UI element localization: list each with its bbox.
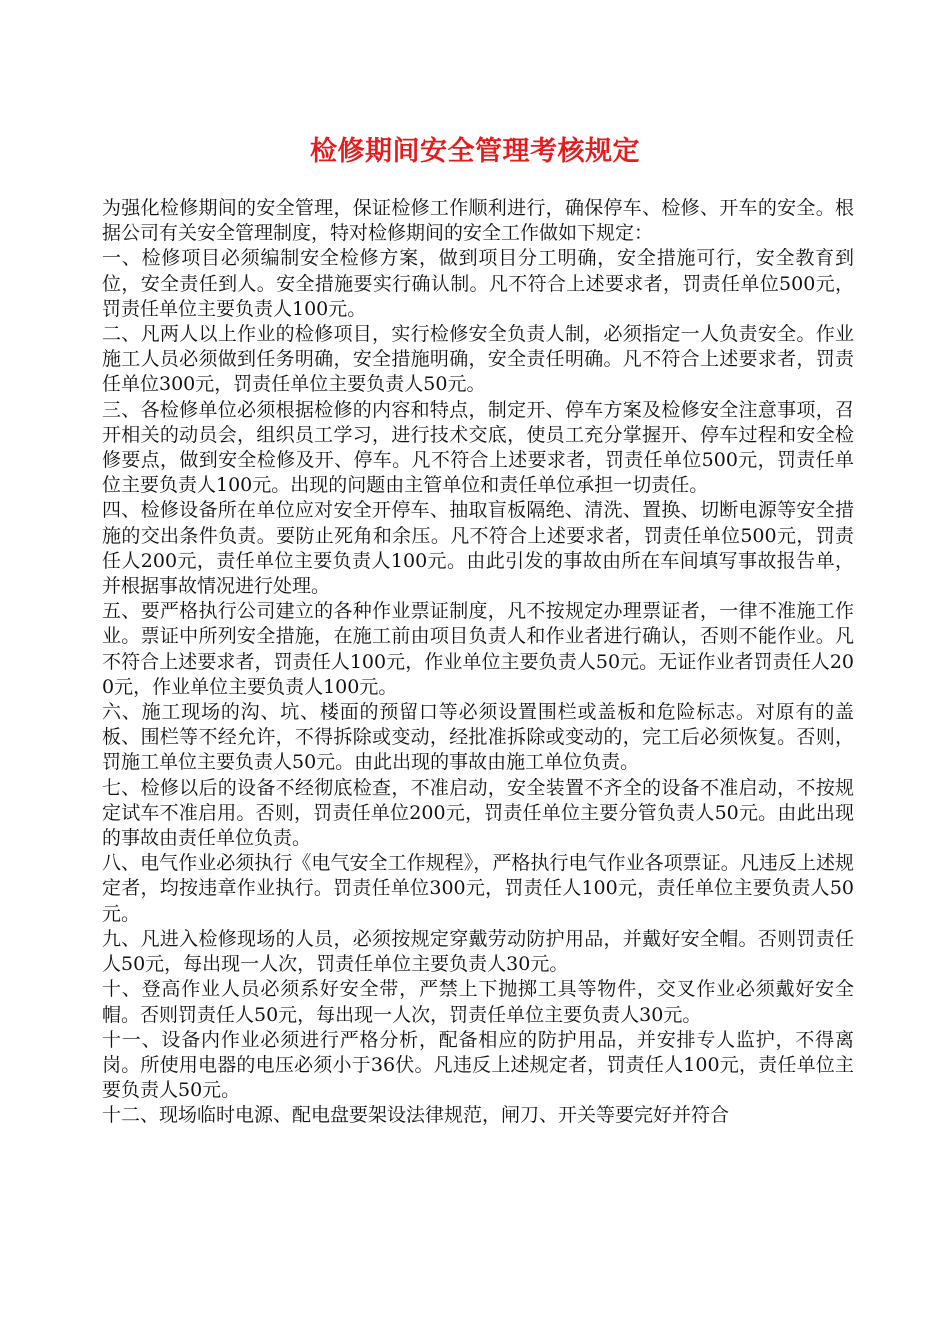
paragraph-item-9: 九、凡进入检修现场的人员，必须按规定穿戴劳动防护用品，并戴好安全帽。否则罚责任人50元，每出现一人次，罚责任单位主要负责人30元。 (102, 927, 854, 976)
paragraph-item-4: 四、检修设备所在单位应对安全开停车、抽取盲板隔绝、清洗、置换、切断电源等安全措施的交出条件负责。要防止死角和余压。凡不符合上述要求者，罚责任单位500元，罚责任人200元，责任单位主要负责人100元。由此引发的事故由所在车间填写事故报告单，并根据事故情况进行处理。 (102, 499, 854, 598)
paragraph-item-2: 二、凡两人以上作业的检修项目，实行检修安全负责人制，必须指定一人负责安全。作业施工人员必须做到任务明确，安全措施明确，安全责任明确。凡不符合上述要求者，罚责任单位300元，罚责任单位主要负责人50元。 (102, 323, 854, 396)
paragraph-item-3: 三、各检修单位必须根据检修的内容和特点，制定开、停车方案及检修安全注意事项，召开相关的动员会，组织员工学习，进行技术交底，使员工充分掌握开、停车过程和安全检修要点，做到安全检修及开、停车。凡不符合上述要求者，罚责任单位500元，罚责任单位主要负责人100元。出现的问题由主管单位和责任单位承担一切责任。 (102, 398, 854, 497)
paragraph-item-8: 八、电气作业必须执行《电气安全工作规程》，严格执行电气作业各项票证。凡违反上述规定者，均按违章作业执行。罚责任单位300元，罚责任人100元，责任单位主要负责人50元。 (102, 852, 854, 925)
paragraph-item-12: 十二、现场临时电源、配电盘要架设法律规范，闸刀、开关等要完好并符合 (102, 1104, 730, 1127)
document-body (102, 196, 854, 1129)
paragraph-item-1: 一、检修项目必须编制安全检修方案，做到项目分工明确，安全措施可行，安全教育到位，安全责任到人。安全措施要实行确认制。凡不符合上述要求者，罚责任单位500元，罚责任单位主要负责人100元。 (102, 247, 854, 320)
paragraph-intro: 为强化检修期间的安全管理，保证检修工作顺利进行，确保停车、检修、开车的安全。根据公司有关安全管理制度，特对检修期间的安全工作做如下规定： (102, 197, 854, 245)
document-title: 检修期间安全管理考核规定 (310, 136, 640, 167)
paragraph-item-10: 十、登高作业人员必须系好安全带，严禁上下抛掷工具等物件，交叉作业必须戴好安全帽。否则罚责任人50元，每出现一人次，罚责任单位主要负责人30元。 (102, 978, 854, 1026)
paragraph-item-7: 七、检修以后的设备不经彻底检查，不准启动，安全装置不齐全的设备不准启动，不按规定试车不准启用。否则，罚责任单位200元，罚责任单位主要分管负责人50元。由此出现的事故由责任单位负责。 (102, 776, 854, 850)
paragraph-item-6: 六、施工现场的沟、坑、楼面的预留口等必须设置围栏或盖板和危险标志。对原有的盖板、围栏等不经允许，不得拆除或变动，经批准拆除或变动的，完工后必须恢复。否则，罚施工单位主要负责人50元。由此出现的事故由施工单位负责。 (102, 701, 854, 774)
paragraph-item-5: 五、要严格执行公司建立的各种作业票证制度，凡不按规定办理票证者，一律不准施工作业。票证中所列安全措施，在施工前由项目负责人和作业者进行确认，否则不能作业。凡不符合上述要求者，罚责任人100元，作业单位主要负责人50元。无证作业者罚责任人200元，作业单位主要负责人100元。 (102, 600, 854, 698)
paragraph-item-11: 十一、设备内作业必须进行严格分析，配备相应的防护用品，并安排专人监护，不得离岗。所使用电器的电压必须小于36伏。凡违反上述规定者，罚责任人100元，责任单位主要负责人50元。 (102, 1028, 854, 1102)
